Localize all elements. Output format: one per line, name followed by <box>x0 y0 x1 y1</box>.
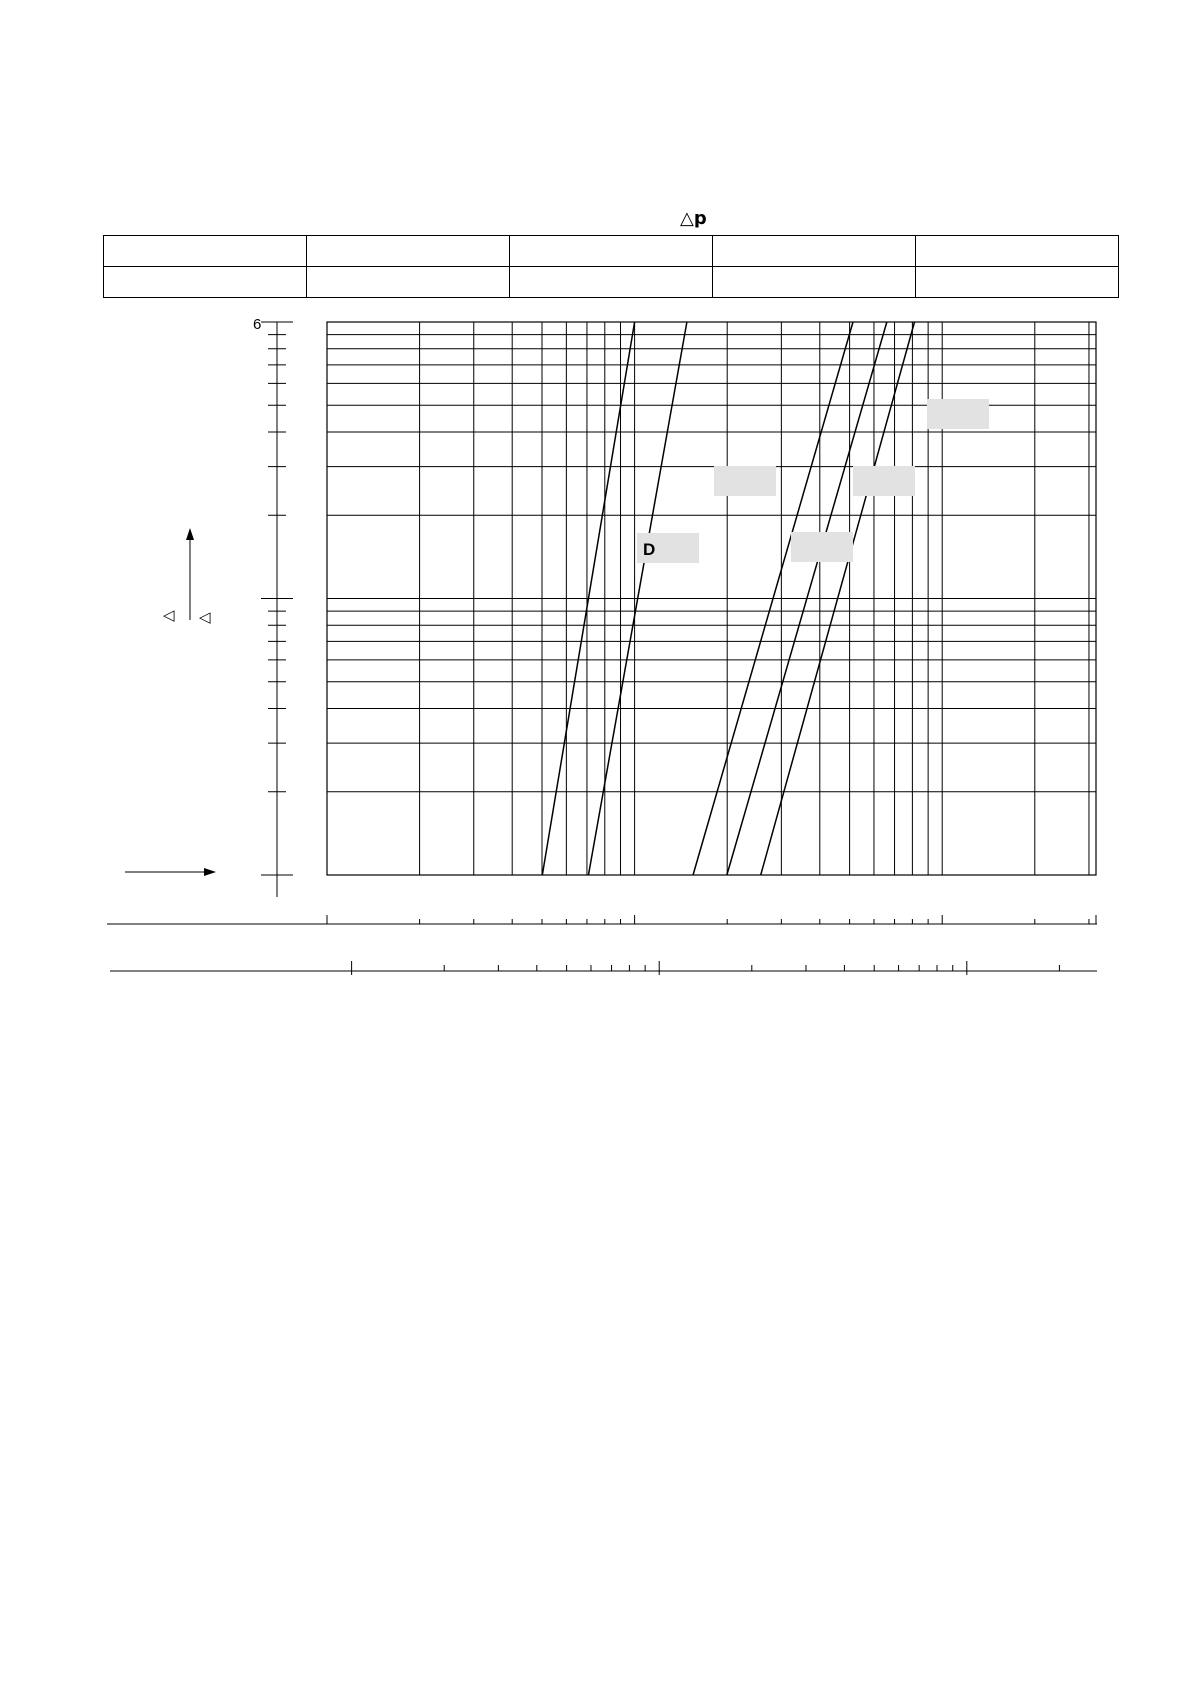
y-tick-label: 6 <box>253 316 262 333</box>
y-arrow-head-icon <box>186 528 194 540</box>
delta-icon: ◁ <box>163 607 175 624</box>
delta-icon: ◁ <box>199 609 211 626</box>
page-title: △p <box>680 208 707 229</box>
series-label: D <box>643 540 656 559</box>
series-label-box <box>714 466 776 496</box>
series-label-box <box>791 532 853 562</box>
series-label-box <box>927 399 989 429</box>
x-arrow-head-icon <box>204 868 216 876</box>
series-label-box <box>853 466 915 496</box>
